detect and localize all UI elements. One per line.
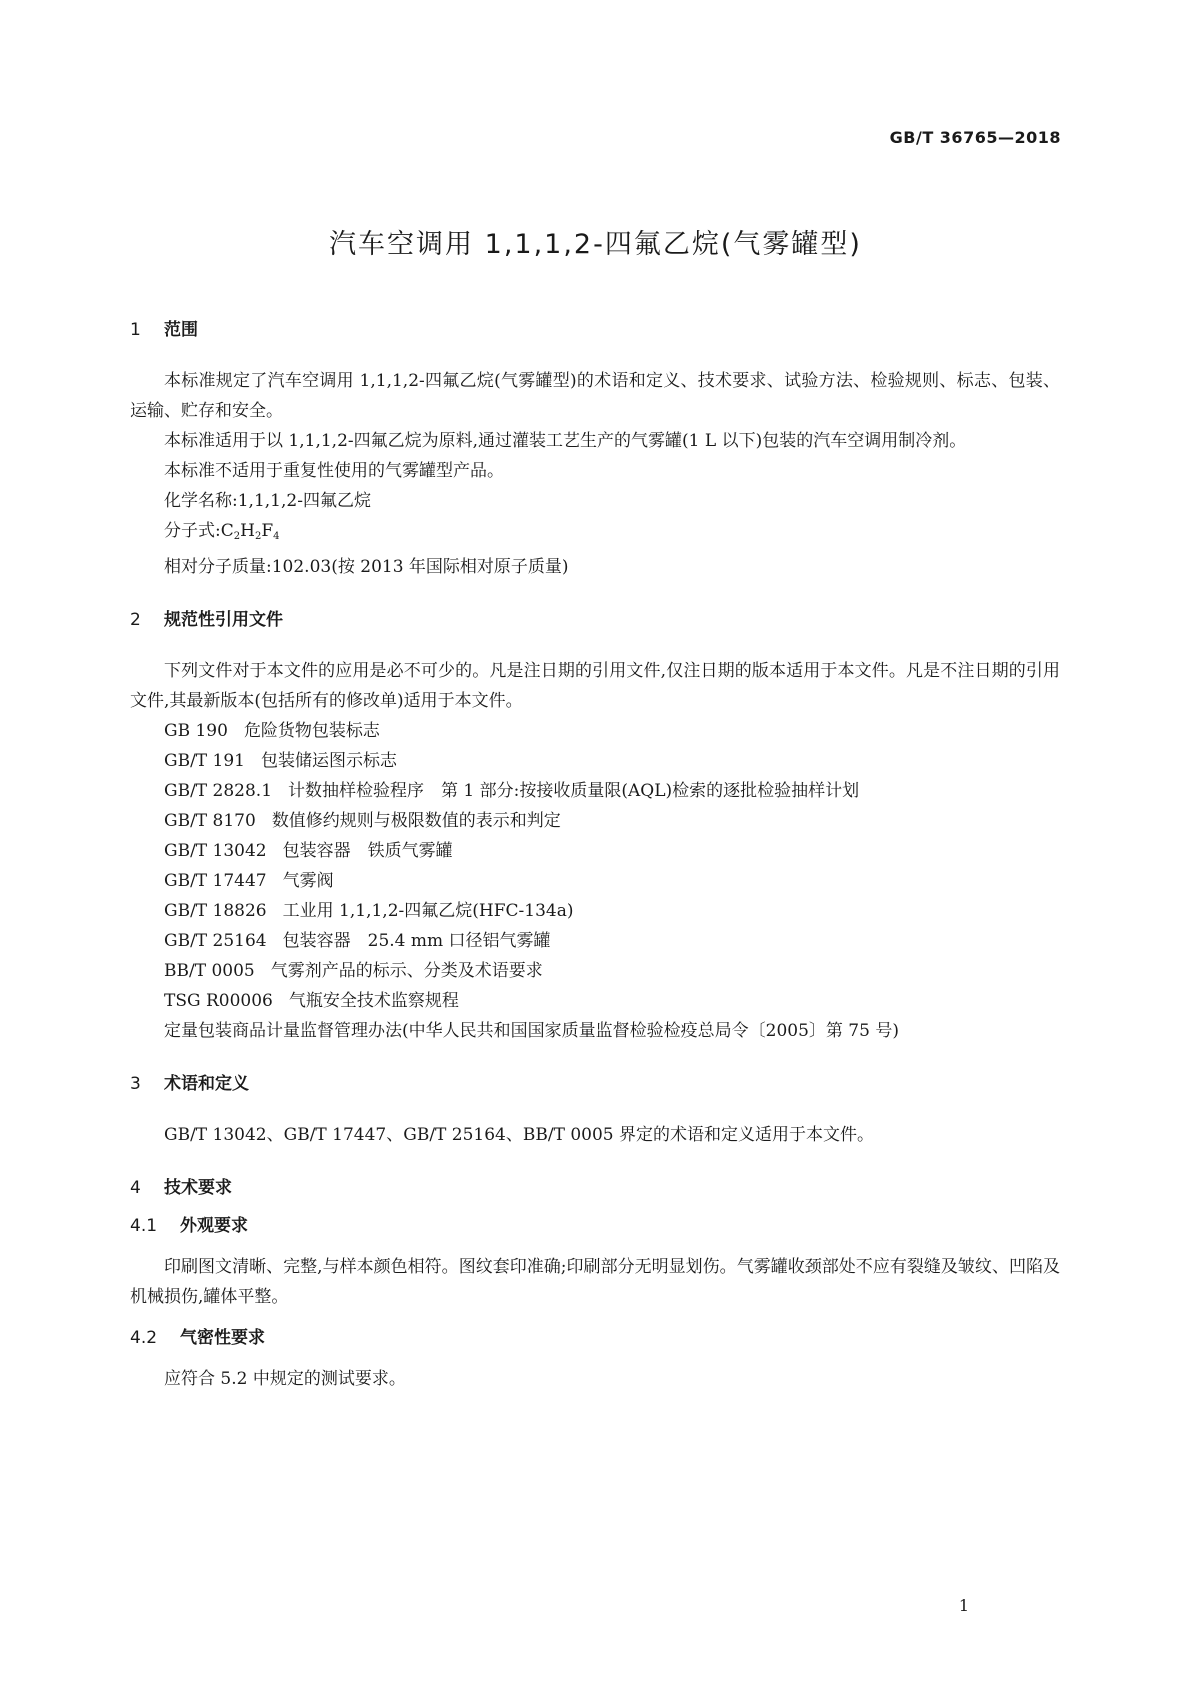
reference-code: GB 190 [164,721,228,741]
formula-element: H [240,521,255,541]
reference-title: 包装储运图示标志 [261,751,397,771]
paragraph: 下列文件对于本文件的应用是必不可少的。凡是注日期的引用文件,仅注日期的版本适用于本文件。凡是不注日期的引用文件,其最新版本(包括所有的修改单)适用于本文件。 [130,661,1060,711]
section-2-heading [130,608,1060,632]
reference-item [130,926,1060,956]
paragraph: 本标准规定了汽车空调用 1,1,1,2-四氟乙烷(气雾罐型)的术语和定义、技术要求、试验方法、检验规则、标志、包装、运输、贮存和安全。 [130,371,1060,421]
reference-title: 气瓶安全技术监察规程 [288,991,459,1011]
paragraph: 本标准不适用于重复性使用的气雾罐型产品。 [164,461,504,481]
document-title: 汽车空调用 1,1,1,2-四氟乙烷(气雾罐型) [329,229,862,260]
reference-item [130,806,1060,836]
molecular-formula [130,516,1060,552]
section-1-heading [130,318,1060,342]
reference-code: BB/T 0005 [164,961,255,981]
section-number: 2 [130,610,141,630]
section-title: 范围 [164,320,198,340]
document-body [130,318,1060,1394]
reference-item: 定量包装商品计量监督管理办法(中华人民共和国国家质量监督检验检疫总局令〔2005〕第 75 号) [164,1021,899,1041]
standard-number: GB/T 36765—2018 [889,128,1061,147]
section-4-heading [130,1176,1060,1200]
section-number: 3 [130,1074,141,1094]
reference-item [130,956,1060,986]
reference-title: 危险货物包装标志 [243,721,380,741]
reference-item [130,776,1060,806]
reference-item [130,716,1060,746]
reference-title: 计数抽样检验程序 第 1 部分:按接收质量限(AQL)检索的逐批检验抽样计划 [288,781,860,801]
reference-code: GB/T 13042 [164,841,267,861]
reference-item [130,866,1060,896]
reference-title: 包装容器 铁质气雾罐 [282,841,453,861]
subsection-title: 外观要求 [180,1216,248,1236]
reference-title: 包装容器 25.4 mm 口径铝气雾罐 [282,931,551,951]
paragraph: 本标准适用于以 1,1,1,2-四氟乙烷为原料,通过灌装工艺生产的气雾罐(1 L 以下)包装的汽车空调用制冷剂。 [164,431,967,451]
formula-label: 分子式: [164,521,221,541]
paragraph: GB/T 13042、GB/T 17447、GB/T 25164、BB/T 0005 界定的术语和定义适用于本文件。 [164,1125,874,1145]
section-number: 1 [130,320,141,340]
reference-code: TSG R00006 [164,991,273,1011]
section-number: 4 [130,1178,141,1198]
section-3-heading [130,1072,1060,1096]
section-title: 术语和定义 [164,1074,249,1094]
paragraph: 应符合 5.2 中规定的测试要求。 [164,1369,406,1389]
formula-subscript: 4 [273,531,280,542]
formula-element: F [261,521,274,541]
formula-subscript: 2 [254,531,262,542]
reference-code: GB/T 8170 [164,811,256,831]
reference-item [130,746,1060,776]
reference-code: GB/T 25164 [164,931,267,951]
reference-item [130,896,1060,926]
subsection-number: 4.2 [130,1328,158,1348]
section-title: 规范性引用文件 [164,610,283,630]
page-number: 1 [958,1596,969,1615]
formula-subscript: 2 [233,531,241,542]
reference-title: 工业用 1,1,1,2-四氟乙烷(HFC-134a) [282,901,574,921]
reference-title: 数值修约规则与极限数值的表示和判定 [271,811,561,831]
reference-title: 气雾剂产品的标示、分类及术语要求 [270,961,543,981]
reference-title: 气雾阀 [282,871,334,891]
reference-code: GB/T 17447 [164,871,267,891]
reference-list [130,716,1060,1016]
paragraph: 印刷图文清晰、完整,与样本颜色相符。图纹套印准确;印刷部分无明显划伤。气雾罐收颈部处不应有裂缝及皱纹、凹陷及机械损伤,罐体平整。 [130,1257,1060,1307]
subsection-4-1-heading [130,1214,1060,1238]
reference-item [130,836,1060,866]
reference-code: GB/T 2828.1 [164,781,273,801]
chemical-name: 化学名称:1,1,1,2-四氟乙烷 [164,491,371,511]
reference-code: GB/T 18826 [164,901,267,921]
subsection-number: 4.1 [130,1216,158,1236]
reference-item [130,986,1060,1016]
formula-element: C [220,521,234,541]
molecular-mass: 相对分子质量:102.03(按 2013 年国际相对原子质量) [164,557,569,577]
subsection-4-2-heading [130,1326,1060,1350]
reference-code: GB/T 191 [164,751,245,771]
section-title: 技术要求 [164,1178,232,1198]
subsection-title: 气密性要求 [180,1328,265,1348]
